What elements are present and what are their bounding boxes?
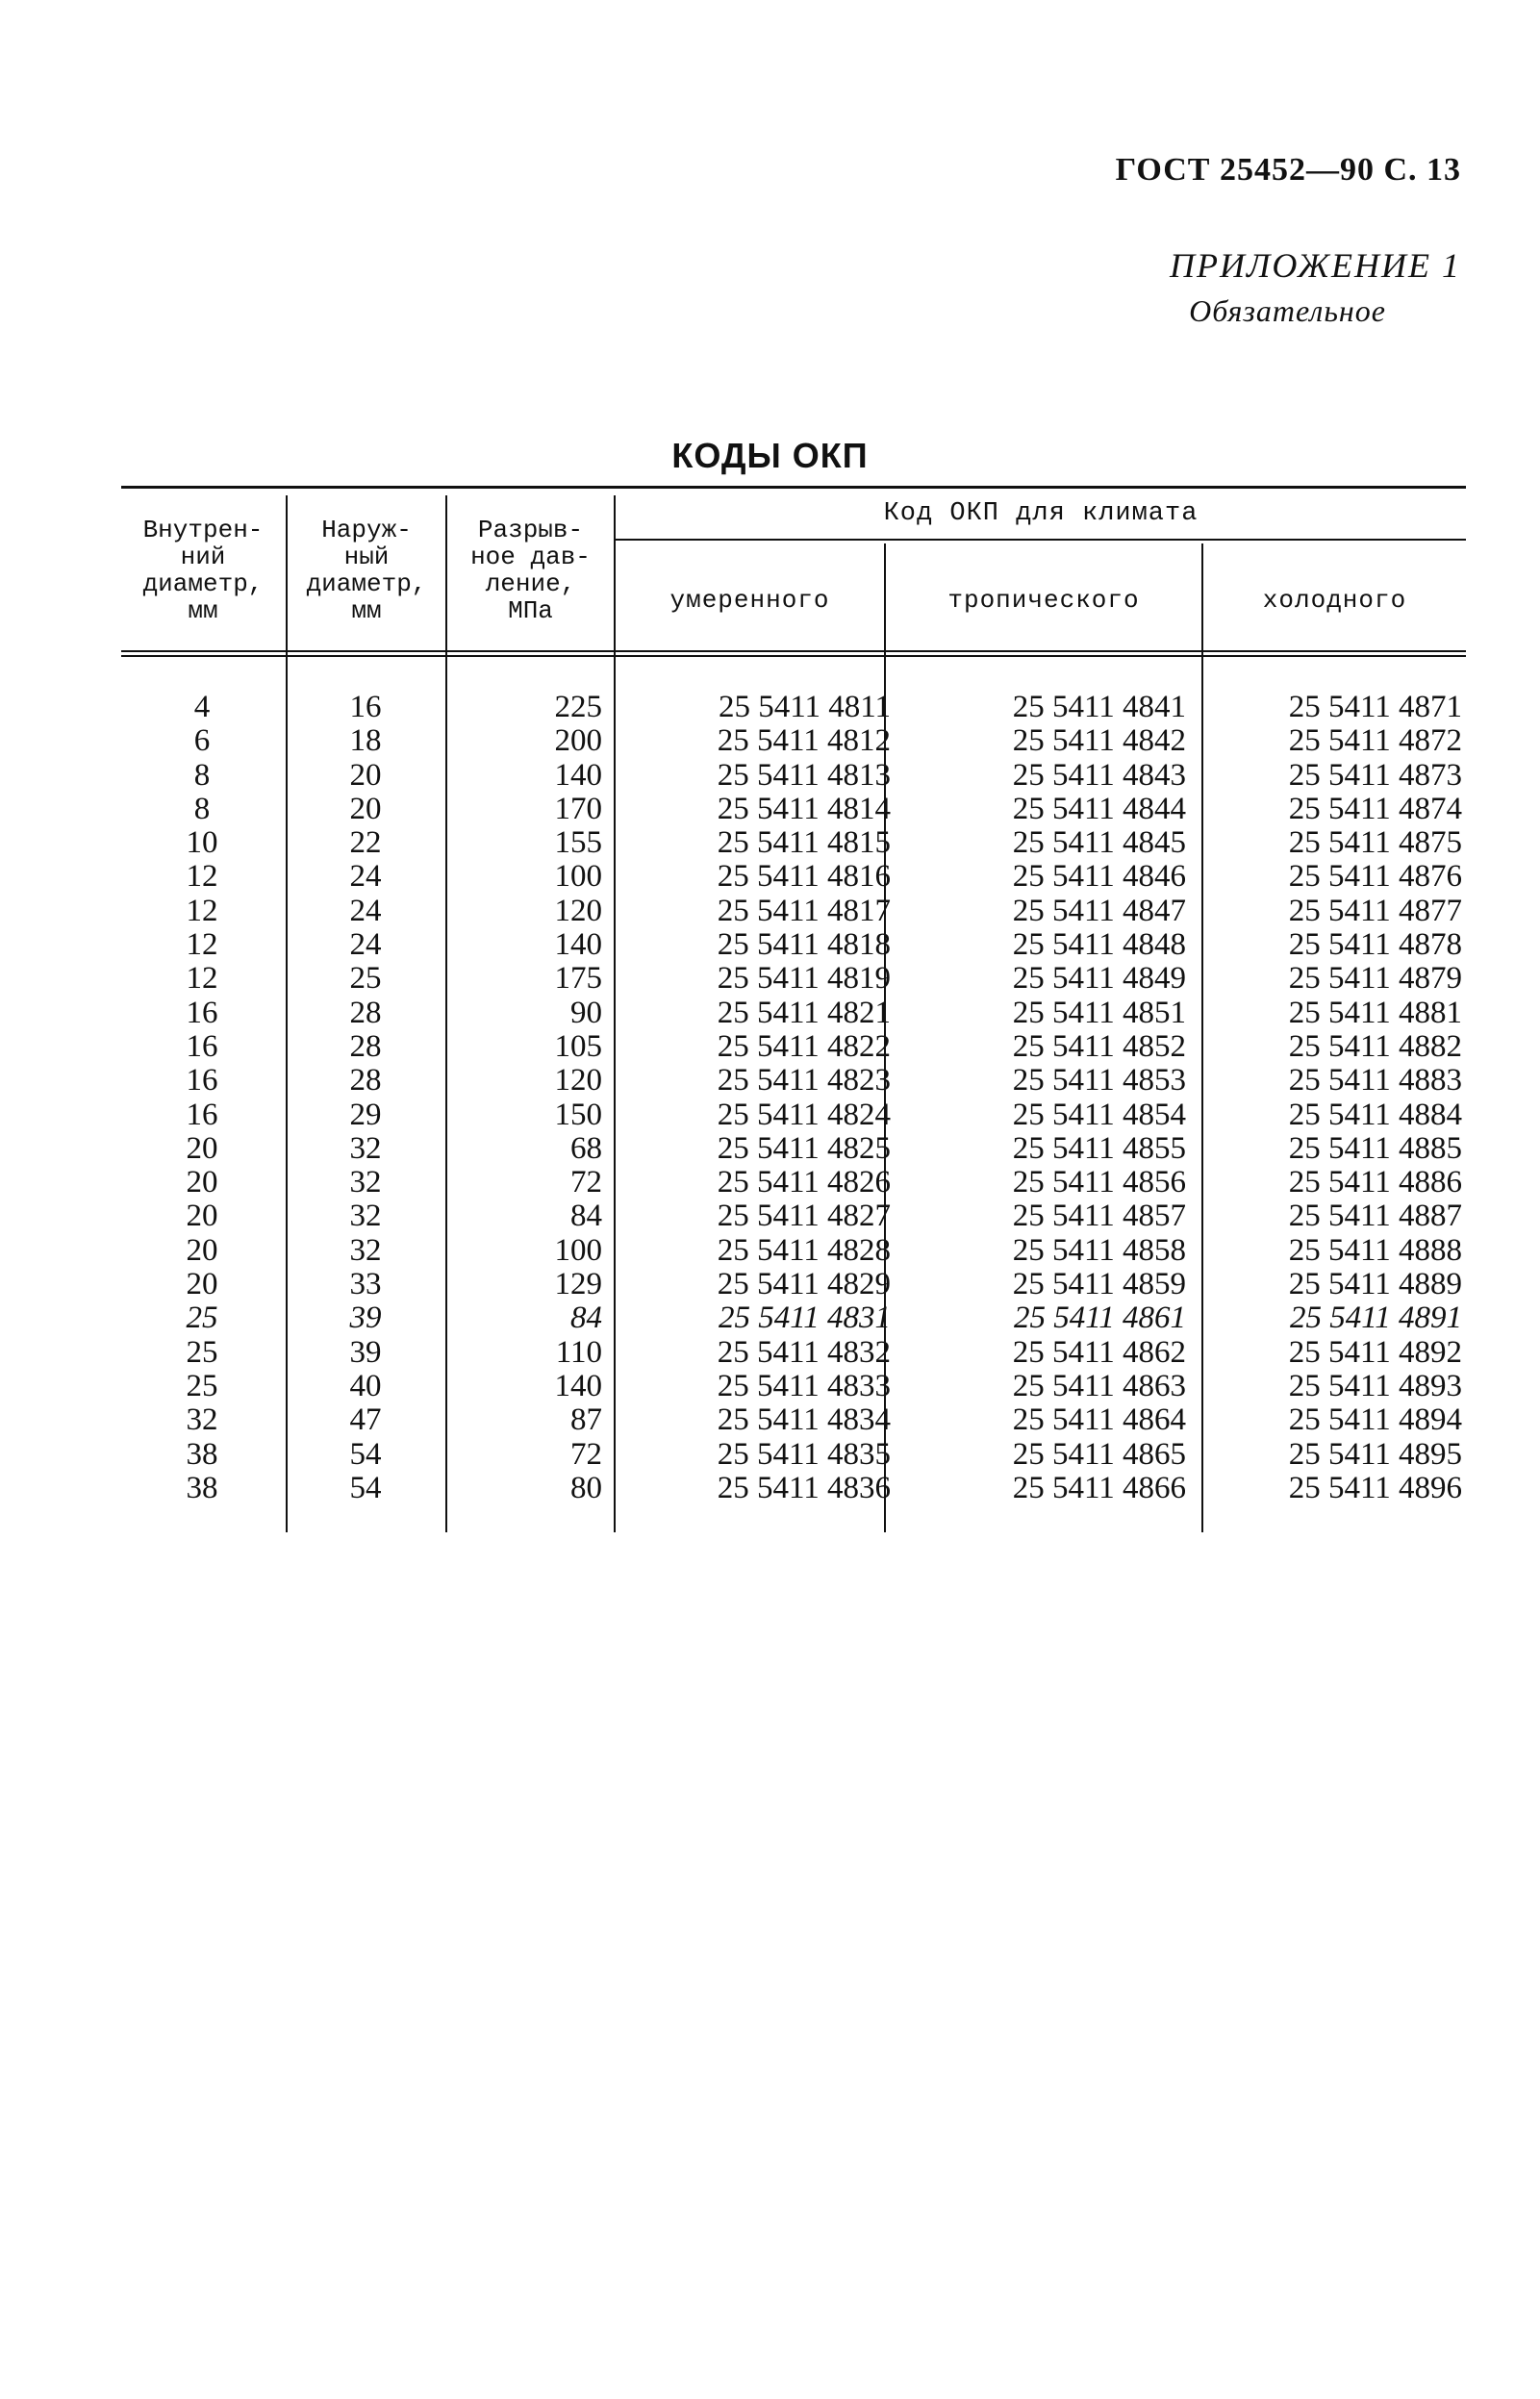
cell-okp-cold: 25 5411 4891 bbox=[1289, 1301, 1462, 1336]
cell-inner-diameter: 20 bbox=[186, 1130, 218, 1166]
cell-okp-cold: 25 5411 4894 bbox=[1288, 1402, 1462, 1438]
cell-burst-pressure: 140 bbox=[554, 1368, 602, 1403]
header-inner-diameter: Внутрен- ний диаметр, мм bbox=[142, 516, 264, 625]
cell-outer-diameter: 28 bbox=[349, 1063, 382, 1098]
table-row bbox=[121, 826, 1466, 860]
cell-inner-diameter: 16 bbox=[186, 1063, 218, 1098]
cell-inner-diameter: 6 bbox=[193, 723, 211, 759]
cell-okp-cold: 25 5411 4881 bbox=[1288, 995, 1462, 1030]
cell-okp-tropical: 25 5411 4862 bbox=[1012, 1334, 1186, 1370]
cell-okp-cold: 25 5411 4892 bbox=[1288, 1334, 1462, 1370]
cell-okp-cold: 25 5411 4878 bbox=[1288, 927, 1462, 963]
cell-outer-diameter: 28 bbox=[349, 1028, 382, 1064]
cell-burst-pressure: 200 bbox=[554, 723, 602, 759]
cell-okp-temperate: 25 5411 4823 bbox=[717, 1063, 891, 1098]
header-climate-cold: холодного bbox=[1262, 586, 1407, 615]
cell-okp-tropical: 25 5411 4854 bbox=[1012, 1097, 1186, 1132]
cell-burst-pressure: 90 bbox=[570, 995, 602, 1030]
cell-okp-tropical: 25 5411 4858 bbox=[1012, 1232, 1186, 1268]
cell-okp-cold: 25 5411 4896 bbox=[1288, 1470, 1462, 1505]
cell-inner-diameter: 25 bbox=[186, 1301, 218, 1336]
cell-inner-diameter: 38 bbox=[186, 1436, 218, 1472]
cell-outer-diameter: 24 bbox=[349, 859, 382, 895]
cell-outer-diameter: 22 bbox=[349, 825, 382, 861]
cell-burst-pressure: 155 bbox=[554, 825, 602, 861]
table-title: КОДЫ ОКП bbox=[671, 436, 869, 475]
cell-okp-temperate: 25 5411 4831 bbox=[718, 1301, 891, 1336]
cell-inner-diameter: 12 bbox=[186, 893, 218, 928]
cell-okp-tropical: 25 5411 4849 bbox=[1012, 961, 1186, 997]
cell-burst-pressure: 225 bbox=[554, 690, 602, 724]
cell-inner-diameter: 20 bbox=[186, 1199, 218, 1234]
appendix-subtitle: Обязательное bbox=[1189, 293, 1386, 328]
cell-okp-tropical: 25 5411 4856 bbox=[1012, 1165, 1186, 1200]
cell-outer-diameter: 47 bbox=[349, 1402, 382, 1438]
cell-inner-diameter: 20 bbox=[186, 1165, 218, 1200]
table-top-rule bbox=[121, 486, 1466, 489]
cell-okp-tropical: 25 5411 4847 bbox=[1012, 893, 1186, 928]
cell-okp-tropical: 25 5411 4851 bbox=[1012, 995, 1186, 1030]
table-row bbox=[121, 1336, 1466, 1370]
table-header-rule-2 bbox=[121, 655, 1466, 657]
cell-okp-cold: 25 5411 4887 bbox=[1288, 1199, 1462, 1234]
cell-burst-pressure: 105 bbox=[554, 1028, 602, 1064]
cell-outer-diameter: 32 bbox=[349, 1165, 382, 1200]
cell-burst-pressure: 140 bbox=[554, 757, 602, 793]
cell-outer-diameter: 24 bbox=[349, 893, 382, 928]
cell-okp-temperate: 25 5411 4824 bbox=[717, 1097, 891, 1132]
cell-okp-cold: 25 5411 4874 bbox=[1288, 791, 1462, 826]
table-body bbox=[121, 691, 1466, 1505]
cell-okp-temperate: 25 5411 4818 bbox=[717, 927, 891, 963]
cell-okp-temperate: 25 5411 4814 bbox=[717, 791, 891, 826]
table-row bbox=[121, 1166, 1466, 1200]
cell-burst-pressure: 72 bbox=[570, 1436, 602, 1472]
cell-okp-cold: 25 5411 4875 bbox=[1288, 825, 1462, 861]
cell-inner-diameter: 25 bbox=[186, 1368, 218, 1403]
cell-okp-tropical: 25 5411 4866 bbox=[1012, 1470, 1186, 1505]
cell-outer-diameter: 33 bbox=[349, 1267, 382, 1302]
cell-okp-tropical: 25 5411 4846 bbox=[1012, 859, 1186, 895]
cell-okp-cold: 25 5411 4872 bbox=[1288, 723, 1462, 759]
cell-inner-diameter: 20 bbox=[186, 1232, 218, 1268]
cell-okp-temperate: 25 5411 4835 bbox=[717, 1436, 891, 1472]
cell-burst-pressure: 87 bbox=[570, 1402, 602, 1438]
header-okp-group: Код ОКП для климата bbox=[883, 499, 1199, 528]
table-row bbox=[121, 1132, 1466, 1166]
cell-outer-diameter: 32 bbox=[349, 1130, 382, 1166]
table-row bbox=[121, 928, 1466, 962]
cell-outer-diameter: 32 bbox=[349, 1199, 382, 1234]
cell-outer-diameter: 25 bbox=[349, 961, 382, 997]
cell-okp-cold: 25 5411 4871 bbox=[1288, 690, 1462, 724]
cell-inner-diameter: 16 bbox=[186, 1097, 218, 1132]
cell-okp-cold: 25 5411 4884 bbox=[1288, 1097, 1462, 1132]
cell-burst-pressure: 84 bbox=[570, 1199, 602, 1234]
cell-burst-pressure: 120 bbox=[554, 893, 602, 928]
okp-codes-table bbox=[121, 486, 1466, 1534]
cell-burst-pressure: 175 bbox=[554, 961, 602, 997]
cell-okp-tropical: 25 5411 4857 bbox=[1012, 1199, 1186, 1234]
cell-okp-cold: 25 5411 4883 bbox=[1288, 1063, 1462, 1098]
cell-inner-diameter: 12 bbox=[186, 927, 218, 963]
cell-inner-diameter: 16 bbox=[186, 1028, 218, 1064]
cell-inner-diameter: 12 bbox=[186, 859, 218, 895]
cell-outer-diameter: 24 bbox=[349, 927, 382, 963]
cell-okp-tropical: 25 5411 4863 bbox=[1012, 1368, 1186, 1403]
cell-outer-diameter: 16 bbox=[349, 690, 382, 724]
table-row bbox=[121, 1234, 1466, 1268]
cell-inner-diameter: 38 bbox=[186, 1470, 218, 1505]
cell-outer-diameter: 54 bbox=[349, 1436, 382, 1472]
appendix-title: ПРИЛОЖЕНИЕ 1 bbox=[1170, 246, 1461, 285]
cell-okp-tropical: 25 5411 4845 bbox=[1012, 825, 1186, 861]
cell-burst-pressure: 110 bbox=[555, 1334, 602, 1370]
header-outer-diameter: Наруж- ный диаметр, мм bbox=[306, 516, 427, 625]
cell-okp-tropical: 25 5411 4842 bbox=[1012, 723, 1186, 759]
table-row bbox=[121, 1301, 1466, 1335]
cell-burst-pressure: 68 bbox=[570, 1130, 602, 1166]
cell-burst-pressure: 120 bbox=[554, 1063, 602, 1098]
cell-burst-pressure: 100 bbox=[554, 1232, 602, 1268]
cell-inner-diameter: 8 bbox=[193, 791, 211, 826]
cell-okp-tropical: 25 5411 4852 bbox=[1012, 1028, 1186, 1064]
table-row bbox=[121, 895, 1466, 928]
cell-okp-temperate: 25 5411 4834 bbox=[717, 1402, 891, 1438]
cell-outer-diameter: 39 bbox=[349, 1301, 382, 1336]
cell-okp-cold: 25 5411 4885 bbox=[1288, 1130, 1462, 1166]
table-row bbox=[121, 1268, 1466, 1301]
cell-burst-pressure: 84 bbox=[570, 1301, 602, 1336]
table-row bbox=[121, 860, 1466, 894]
table-row bbox=[121, 1403, 1466, 1437]
cell-okp-cold: 25 5411 4888 bbox=[1288, 1232, 1462, 1268]
cell-okp-temperate: 25 5411 4836 bbox=[717, 1470, 891, 1505]
cell-okp-cold: 25 5411 4876 bbox=[1288, 859, 1462, 895]
table-row bbox=[121, 793, 1466, 826]
cell-okp-cold: 25 5411 4877 bbox=[1288, 893, 1462, 928]
cell-okp-cold: 25 5411 4886 bbox=[1288, 1165, 1462, 1200]
header-climate-tropical: тропического bbox=[947, 586, 1140, 615]
cell-okp-tropical: 25 5411 4841 bbox=[1012, 690, 1186, 724]
cell-outer-diameter: 40 bbox=[349, 1368, 382, 1403]
cell-outer-diameter: 28 bbox=[349, 995, 382, 1030]
cell-okp-temperate: 25 5411 4816 bbox=[717, 859, 891, 895]
cell-burst-pressure: 72 bbox=[570, 1165, 602, 1200]
header-climate-temperate: умеренного bbox=[669, 586, 830, 615]
table-row bbox=[121, 1030, 1466, 1064]
table-row bbox=[121, 1064, 1466, 1098]
cell-okp-tropical: 25 5411 4843 bbox=[1012, 757, 1186, 793]
cell-okp-temperate: 25 5411 4828 bbox=[717, 1232, 891, 1268]
cell-inner-diameter: 16 bbox=[186, 995, 218, 1030]
table-row bbox=[121, 1438, 1466, 1472]
cell-okp-tropical: 25 5411 4861 bbox=[1013, 1301, 1186, 1336]
cell-okp-cold: 25 5411 4879 bbox=[1288, 961, 1462, 997]
cell-okp-temperate: 25 5411 4829 bbox=[717, 1267, 891, 1302]
cell-okp-cold: 25 5411 4895 bbox=[1288, 1436, 1462, 1472]
header-burst-pressure: Разрыв- ное дав- ление, МПа bbox=[470, 516, 591, 625]
cell-burst-pressure: 100 bbox=[554, 859, 602, 895]
cell-okp-temperate: 25 5411 4821 bbox=[717, 995, 891, 1030]
cell-okp-tropical: 25 5411 4865 bbox=[1012, 1436, 1186, 1472]
cell-okp-tropical: 25 5411 4864 bbox=[1012, 1402, 1186, 1438]
cell-okp-tropical: 25 5411 4853 bbox=[1012, 1063, 1186, 1098]
cell-okp-cold: 25 5411 4873 bbox=[1288, 757, 1462, 793]
cell-outer-diameter: 32 bbox=[349, 1232, 382, 1268]
document-header: ГОСТ 25452—90 С. 13 bbox=[1115, 152, 1461, 188]
cell-okp-temperate: 25 5411 4811 bbox=[718, 690, 891, 724]
cell-outer-diameter: 20 bbox=[349, 757, 382, 793]
table-row bbox=[121, 962, 1466, 996]
cell-okp-temperate: 25 5411 4832 bbox=[717, 1334, 891, 1370]
cell-okp-tropical: 25 5411 4859 bbox=[1012, 1267, 1186, 1302]
table-row bbox=[121, 724, 1466, 758]
cell-outer-diameter: 29 bbox=[349, 1097, 382, 1132]
cell-inner-diameter: 20 bbox=[186, 1267, 218, 1302]
cell-okp-tropical: 25 5411 4848 bbox=[1012, 927, 1186, 963]
cell-outer-diameter: 39 bbox=[349, 1334, 382, 1370]
table-row bbox=[121, 997, 1466, 1030]
cell-okp-temperate: 25 5411 4817 bbox=[717, 893, 891, 928]
table-row bbox=[121, 1472, 1466, 1505]
cell-okp-temperate: 25 5411 4812 bbox=[717, 723, 891, 759]
cell-okp-temperate: 25 5411 4825 bbox=[717, 1130, 891, 1166]
cell-inner-diameter: 8 bbox=[193, 757, 211, 793]
cell-okp-tropical: 25 5411 4855 bbox=[1012, 1130, 1186, 1166]
cell-okp-tropical: 25 5411 4844 bbox=[1012, 791, 1186, 826]
cell-inner-diameter: 32 bbox=[186, 1402, 218, 1438]
cell-okp-temperate: 25 5411 4822 bbox=[717, 1028, 891, 1064]
cell-inner-diameter: 4 bbox=[193, 690, 211, 724]
cell-outer-diameter: 20 bbox=[349, 791, 382, 826]
table-row bbox=[121, 1200, 1466, 1233]
cell-burst-pressure: 170 bbox=[554, 791, 602, 826]
table-row bbox=[121, 1098, 1466, 1132]
cell-okp-temperate: 25 5411 4819 bbox=[717, 961, 891, 997]
cell-okp-temperate: 25 5411 4813 bbox=[717, 757, 891, 793]
cell-burst-pressure: 150 bbox=[554, 1097, 602, 1132]
table-row bbox=[121, 1370, 1466, 1403]
cell-okp-cold: 25 5411 4893 bbox=[1288, 1368, 1462, 1403]
cell-okp-temperate: 25 5411 4815 bbox=[717, 825, 891, 861]
cell-outer-diameter: 18 bbox=[349, 723, 382, 759]
group-header-rule bbox=[616, 539, 1466, 541]
table-row bbox=[121, 759, 1466, 793]
table-row bbox=[121, 691, 1466, 724]
cell-burst-pressure: 140 bbox=[554, 927, 602, 963]
cell-okp-cold: 25 5411 4882 bbox=[1288, 1028, 1462, 1064]
cell-okp-cold: 25 5411 4889 bbox=[1288, 1267, 1462, 1302]
cell-burst-pressure: 129 bbox=[554, 1267, 602, 1302]
cell-okp-temperate: 25 5411 4827 bbox=[717, 1199, 891, 1234]
cell-inner-diameter: 25 bbox=[186, 1334, 218, 1370]
cell-inner-diameter: 10 bbox=[186, 825, 218, 861]
cell-burst-pressure: 80 bbox=[570, 1470, 602, 1505]
cell-inner-diameter: 12 bbox=[186, 961, 218, 997]
cell-okp-temperate: 25 5411 4833 bbox=[717, 1368, 891, 1403]
cell-outer-diameter: 54 bbox=[349, 1470, 382, 1505]
cell-okp-temperate: 25 5411 4826 bbox=[717, 1165, 891, 1200]
table-header-rule-1 bbox=[121, 650, 1466, 652]
